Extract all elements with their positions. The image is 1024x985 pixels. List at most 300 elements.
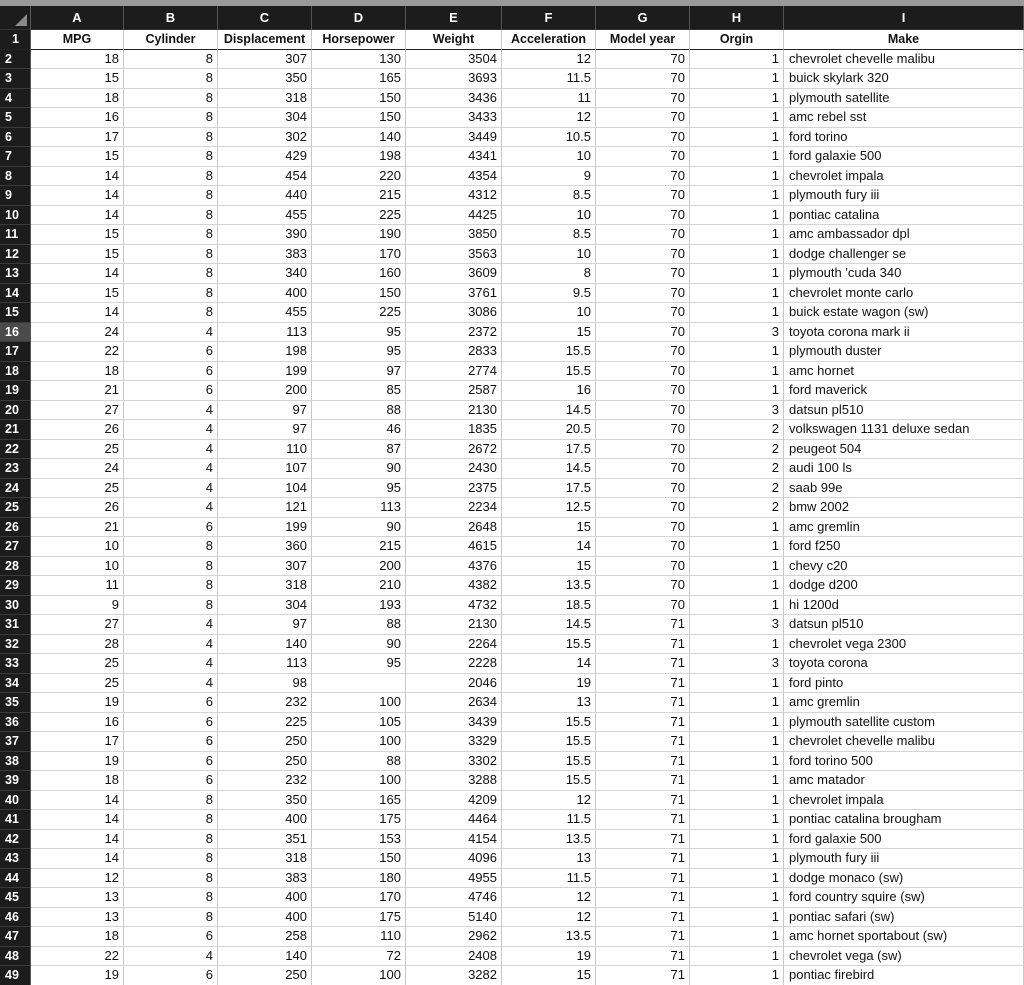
row-header[interactable]: 30 [0,596,31,616]
cell-weight[interactable]: 3449 [406,128,502,148]
cell-acceleration[interactable]: 10 [502,245,596,265]
cell-cylinder[interactable]: 8 [124,830,218,850]
cell-make[interactable]: audi 100 ls [784,459,1024,479]
row-header[interactable]: 28 [0,557,31,577]
row-header[interactable]: 29 [0,576,31,596]
cell-model-year[interactable]: 71 [596,849,690,869]
cell-horsepower[interactable]: 150 [312,89,406,109]
cell-make[interactable]: hi 1200d [784,596,1024,616]
cell-make[interactable]: chevrolet chevelle malibu [784,732,1024,752]
row-header[interactable]: 35 [0,693,31,713]
cell-model-year[interactable]: 70 [596,498,690,518]
cell-acceleration[interactable]: 11.5 [502,869,596,889]
header-cell-weight[interactable]: Weight [406,30,502,50]
cell-mpg[interactable]: 18 [31,89,124,109]
cell-model-year[interactable]: 70 [596,69,690,89]
cell-mpg[interactable]: 19 [31,693,124,713]
cell-acceleration[interactable]: 15.5 [502,732,596,752]
cell-horsepower[interactable]: 100 [312,732,406,752]
header-cell-model-year[interactable]: Model year [596,30,690,50]
cell-mpg[interactable]: 16 [31,713,124,733]
cell-model-year[interactable]: 70 [596,518,690,538]
cell-mpg[interactable]: 24 [31,323,124,343]
cell-acceleration[interactable]: 13.5 [502,576,596,596]
row-header[interactable]: 42 [0,830,31,850]
cell-origin[interactable]: 1 [690,869,784,889]
cell-cylinder[interactable]: 4 [124,479,218,499]
cell-weight[interactable]: 2130 [406,401,502,421]
cell-weight[interactable]: 2375 [406,479,502,499]
cell-make[interactable]: plymouth fury iii [784,849,1024,869]
cell-cylinder[interactable]: 4 [124,654,218,674]
cell-horsepower[interactable]: 210 [312,576,406,596]
cell-make[interactable]: chevrolet vega 2300 [784,635,1024,655]
cell-cylinder[interactable]: 6 [124,771,218,791]
cell-make[interactable]: dodge d200 [784,576,1024,596]
cell-make[interactable]: chevy c20 [784,557,1024,577]
row-header[interactable]: 43 [0,849,31,869]
cell-origin[interactable]: 1 [690,674,784,694]
cell-origin[interactable]: 1 [690,596,784,616]
header-cell-cylinder[interactable]: Cylinder [124,30,218,50]
cell-displacement[interactable]: 199 [218,362,312,382]
cell-acceleration[interactable]: 15.5 [502,362,596,382]
cell-horsepower[interactable]: 225 [312,206,406,226]
cell-cylinder[interactable]: 4 [124,615,218,635]
cell-mpg[interactable]: 27 [31,401,124,421]
cell-displacement[interactable]: 302 [218,128,312,148]
cell-make[interactable]: chevrolet chevelle malibu [784,50,1024,70]
cell-acceleration[interactable]: 9.5 [502,284,596,304]
cell-mpg[interactable]: 18 [31,50,124,70]
cell-mpg[interactable]: 19 [31,966,124,985]
cell-weight[interactable]: 4746 [406,888,502,908]
cell-model-year[interactable]: 70 [596,479,690,499]
cell-horsepower[interactable]: 215 [312,186,406,206]
header-cell-displacement[interactable]: Displacement [218,30,312,50]
header-cell-horsepower[interactable]: Horsepower [312,30,406,50]
row-header[interactable]: 34 [0,674,31,694]
cell-displacement[interactable]: 110 [218,440,312,460]
cell-model-year[interactable]: 70 [596,245,690,265]
cell-origin[interactable]: 1 [690,791,784,811]
cell-acceleration[interactable]: 14.5 [502,401,596,421]
cell-cylinder[interactable]: 6 [124,927,218,947]
row-header[interactable]: 22 [0,440,31,460]
row-header[interactable]: 19 [0,381,31,401]
cell-acceleration[interactable]: 12 [502,50,596,70]
column-header-f[interactable]: F [502,6,596,30]
cell-model-year[interactable]: 70 [596,147,690,167]
cell-displacement[interactable]: 440 [218,186,312,206]
cell-model-year[interactable]: 70 [596,323,690,343]
cell-displacement[interactable]: 250 [218,732,312,752]
cell-mpg[interactable]: 19 [31,752,124,772]
cell-weight[interactable]: 4209 [406,791,502,811]
cell-weight[interactable]: 4464 [406,810,502,830]
cell-origin[interactable]: 1 [690,518,784,538]
cell-make[interactable]: plymouth duster [784,342,1024,362]
cell-cylinder[interactable]: 8 [124,89,218,109]
cell-cylinder[interactable]: 6 [124,362,218,382]
cell-acceleration[interactable]: 12 [502,908,596,928]
cell-horsepower[interactable]: 180 [312,869,406,889]
cell-acceleration[interactable]: 17.5 [502,479,596,499]
cell-weight[interactable]: 2833 [406,342,502,362]
cell-origin[interactable]: 1 [690,752,784,772]
cell-displacement[interactable]: 113 [218,654,312,674]
cell-make[interactable]: datsun pl510 [784,401,1024,421]
cell-cylinder[interactable]: 6 [124,966,218,985]
row-header[interactable]: 26 [0,518,31,538]
cell-acceleration[interactable]: 13 [502,849,596,869]
cell-make[interactable]: toyota corona mark ii [784,323,1024,343]
cell-weight[interactable]: 2648 [406,518,502,538]
cell-acceleration[interactable]: 15.5 [502,342,596,362]
cell-cylinder[interactable]: 6 [124,342,218,362]
cell-displacement[interactable]: 304 [218,596,312,616]
cell-displacement[interactable]: 360 [218,537,312,557]
cell-origin[interactable]: 1 [690,69,784,89]
cell-acceleration[interactable]: 10 [502,147,596,167]
cell-mpg[interactable]: 15 [31,245,124,265]
cell-cylinder[interactable]: 8 [124,186,218,206]
cell-displacement[interactable]: 318 [218,576,312,596]
cell-model-year[interactable]: 70 [596,459,690,479]
cell-displacement[interactable]: 140 [218,635,312,655]
cell-cylinder[interactable]: 4 [124,498,218,518]
cell-weight[interactable]: 4154 [406,830,502,850]
cell-make[interactable]: dodge monaco (sw) [784,869,1024,889]
cell-origin[interactable]: 1 [690,89,784,109]
row-header[interactable]: 13 [0,264,31,284]
cell-acceleration[interactable]: 12 [502,108,596,128]
cell-horsepower[interactable]: 100 [312,771,406,791]
cell-acceleration[interactable]: 15.5 [502,771,596,791]
cell-make[interactable]: amc hornet sportabout (sw) [784,927,1024,947]
cell-make[interactable]: plymouth 'cuda 340 [784,264,1024,284]
cell-horsepower[interactable]: 90 [312,518,406,538]
cell-make[interactable]: amc gremlin [784,518,1024,538]
row-header[interactable]: 47 [0,927,31,947]
cell-horsepower[interactable]: 88 [312,615,406,635]
cell-displacement[interactable]: 455 [218,206,312,226]
cell-horsepower[interactable]: 110 [312,927,406,947]
cell-weight[interactable]: 2130 [406,615,502,635]
cell-model-year[interactable]: 71 [596,732,690,752]
cell-origin[interactable]: 1 [690,245,784,265]
row-header[interactable]: 36 [0,713,31,733]
column-header-g[interactable]: G [596,6,690,30]
column-header-h[interactable]: H [690,6,784,30]
cell-weight[interactable]: 2372 [406,323,502,343]
cell-horsepower[interactable]: 200 [312,557,406,577]
cell-cylinder[interactable]: 8 [124,206,218,226]
cell-acceleration[interactable]: 10 [502,206,596,226]
cell-horsepower[interactable]: 220 [312,167,406,187]
cell-acceleration[interactable]: 14.5 [502,459,596,479]
cell-horsepower[interactable]: 90 [312,459,406,479]
cell-horsepower[interactable]: 100 [312,966,406,985]
cell-acceleration[interactable]: 13 [502,693,596,713]
cell-horsepower[interactable]: 160 [312,264,406,284]
cell-horsepower[interactable]: 175 [312,908,406,928]
cell-cylinder[interactable]: 8 [124,576,218,596]
cell-model-year[interactable]: 70 [596,264,690,284]
cell-displacement[interactable]: 383 [218,245,312,265]
cell-horsepower[interactable]: 150 [312,284,406,304]
cell-cylinder[interactable]: 8 [124,108,218,128]
cell-make[interactable]: pontiac catalina [784,206,1024,226]
cell-make[interactable]: bmw 2002 [784,498,1024,518]
cell-displacement[interactable]: 198 [218,342,312,362]
cell-make[interactable]: pontiac safari (sw) [784,908,1024,928]
cell-acceleration[interactable]: 8.5 [502,225,596,245]
cell-weight[interactable]: 4955 [406,869,502,889]
cell-origin[interactable]: 1 [690,888,784,908]
cell-mpg[interactable]: 15 [31,225,124,245]
cell-horsepower[interactable]: 90 [312,635,406,655]
cell-displacement[interactable]: 307 [218,557,312,577]
cell-make[interactable]: plymouth satellite custom [784,713,1024,733]
cell-make[interactable]: amc rebel sst [784,108,1024,128]
cell-acceleration[interactable]: 15 [502,557,596,577]
cell-weight[interactable]: 3609 [406,264,502,284]
cell-weight[interactable]: 2672 [406,440,502,460]
cell-horsepower[interactable]: 88 [312,752,406,772]
cell-cylinder[interactable]: 4 [124,440,218,460]
cell-displacement[interactable]: 429 [218,147,312,167]
cell-displacement[interactable]: 390 [218,225,312,245]
row-header[interactable]: 32 [0,635,31,655]
cell-horsepower[interactable]: 150 [312,849,406,869]
row-header[interactable]: 3 [0,69,31,89]
cell-weight[interactable]: 2587 [406,381,502,401]
cell-horsepower[interactable]: 72 [312,947,406,967]
cell-make[interactable]: ford galaxie 500 [784,147,1024,167]
header-cell-mpg[interactable]: MPG [31,30,124,50]
cell-weight[interactable]: 2234 [406,498,502,518]
row-header[interactable]: 33 [0,654,31,674]
cell-weight[interactable]: 2046 [406,674,502,694]
row-header[interactable]: 37 [0,732,31,752]
cell-acceleration[interactable]: 14 [502,654,596,674]
cell-weight[interactable]: 3439 [406,713,502,733]
cell-make[interactable]: chevrolet impala [784,791,1024,811]
cell-origin[interactable]: 1 [690,537,784,557]
cell-model-year[interactable]: 71 [596,654,690,674]
cell-origin[interactable]: 1 [690,810,784,830]
row-header[interactable]: 15 [0,303,31,323]
cell-make[interactable]: saab 99e [784,479,1024,499]
cell-displacement[interactable]: 140 [218,947,312,967]
cell-weight[interactable]: 3288 [406,771,502,791]
cell-cylinder[interactable]: 6 [124,713,218,733]
cell-mpg[interactable]: 22 [31,342,124,362]
cell-mpg[interactable]: 21 [31,381,124,401]
cell-mpg[interactable]: 27 [31,615,124,635]
cell-cylinder[interactable]: 8 [124,303,218,323]
cell-acceleration[interactable]: 12 [502,791,596,811]
column-header-a[interactable]: A [31,6,124,30]
row-header[interactable]: 24 [0,479,31,499]
cell-make[interactable]: ford maverick [784,381,1024,401]
cell-horsepower[interactable]: 95 [312,323,406,343]
cell-displacement[interactable]: 113 [218,323,312,343]
cell-acceleration[interactable]: 16 [502,381,596,401]
cell-origin[interactable]: 1 [690,927,784,947]
cell-displacement[interactable]: 318 [218,849,312,869]
cell-displacement[interactable]: 200 [218,381,312,401]
row-header[interactable]: 5 [0,108,31,128]
cell-cylinder[interactable]: 6 [124,693,218,713]
cell-model-year[interactable]: 70 [596,440,690,460]
row-header[interactable]: 25 [0,498,31,518]
cell-mpg[interactable]: 15 [31,284,124,304]
cell-displacement[interactable]: 225 [218,713,312,733]
cell-horsepower[interactable]: 87 [312,440,406,460]
select-all-corner[interactable] [0,6,31,30]
cell-mpg[interactable]: 11 [31,576,124,596]
cell-acceleration[interactable]: 8 [502,264,596,284]
row-header[interactable]: 44 [0,869,31,889]
cell-displacement[interactable]: 304 [218,108,312,128]
cell-make[interactable]: amc ambassador dpl [784,225,1024,245]
cell-model-year[interactable]: 71 [596,674,690,694]
cell-cylinder[interactable]: 6 [124,518,218,538]
cell-mpg[interactable]: 18 [31,362,124,382]
cell-mpg[interactable]: 14 [31,186,124,206]
cell-displacement[interactable]: 400 [218,284,312,304]
row-header[interactable]: 1 [0,30,31,50]
cell-weight[interactable]: 2430 [406,459,502,479]
cell-model-year[interactable]: 71 [596,947,690,967]
cell-weight[interactable]: 3563 [406,245,502,265]
cell-make[interactable]: chevrolet vega (sw) [784,947,1024,967]
cell-origin[interactable]: 1 [690,206,784,226]
cell-mpg[interactable]: 17 [31,732,124,752]
cell-horsepower[interactable]: 153 [312,830,406,850]
cell-model-year[interactable]: 71 [596,791,690,811]
cell-acceleration[interactable]: 19 [502,947,596,967]
cell-cylinder[interactable]: 8 [124,810,218,830]
cell-displacement[interactable]: 351 [218,830,312,850]
cell-cylinder[interactable]: 8 [124,908,218,928]
cell-displacement[interactable]: 121 [218,498,312,518]
row-header[interactable]: 23 [0,459,31,479]
cell-mpg[interactable]: 22 [31,947,124,967]
cell-cylinder[interactable]: 8 [124,264,218,284]
cell-make[interactable]: ford pinto [784,674,1024,694]
cell-mpg[interactable]: 14 [31,810,124,830]
header-cell-acceleration[interactable]: Acceleration [502,30,596,50]
cell-cylinder[interactable]: 8 [124,557,218,577]
cell-model-year[interactable]: 70 [596,557,690,577]
cell-displacement[interactable]: 340 [218,264,312,284]
cell-weight[interactable]: 4615 [406,537,502,557]
cell-mpg[interactable]: 18 [31,771,124,791]
cell-horsepower[interactable]: 225 [312,303,406,323]
cell-origin[interactable]: 3 [690,615,784,635]
cell-acceleration[interactable]: 9 [502,167,596,187]
cell-make[interactable]: amc gremlin [784,693,1024,713]
cell-cylinder[interactable]: 4 [124,947,218,967]
cell-weight[interactable]: 3693 [406,69,502,89]
cell-mpg[interactable]: 10 [31,537,124,557]
cell-horsepower[interactable]: 165 [312,69,406,89]
cell-model-year[interactable]: 71 [596,927,690,947]
row-header[interactable]: 20 [0,401,31,421]
cell-make[interactable]: plymouth satellite [784,89,1024,109]
header-cell-make[interactable]: Make [784,30,1024,50]
cell-displacement[interactable]: 250 [218,966,312,985]
cell-mpg[interactable]: 26 [31,420,124,440]
cell-make[interactable]: ford galaxie 500 [784,830,1024,850]
cell-mpg[interactable]: 14 [31,830,124,850]
cell-origin[interactable]: 1 [690,362,784,382]
cell-acceleration[interactable]: 15.5 [502,752,596,772]
cell-model-year[interactable]: 70 [596,420,690,440]
cell-acceleration[interactable]: 17.5 [502,440,596,460]
cell-model-year[interactable]: 71 [596,615,690,635]
cell-cylinder[interactable]: 8 [124,849,218,869]
cell-origin[interactable]: 1 [690,713,784,733]
row-header[interactable]: 49 [0,966,31,985]
cell-cylinder[interactable]: 8 [124,596,218,616]
row-header[interactable]: 14 [0,284,31,304]
cell-cylinder[interactable]: 4 [124,323,218,343]
column-header-e[interactable]: E [406,6,502,30]
cell-weight[interactable]: 3329 [406,732,502,752]
cell-cylinder[interactable]: 8 [124,225,218,245]
cell-mpg[interactable]: 14 [31,303,124,323]
cell-origin[interactable]: 2 [690,479,784,499]
cell-origin[interactable]: 2 [690,420,784,440]
cell-cylinder[interactable]: 4 [124,420,218,440]
cell-weight[interactable]: 4096 [406,849,502,869]
cell-cylinder[interactable]: 8 [124,869,218,889]
cell-origin[interactable]: 1 [690,303,784,323]
row-header[interactable]: 6 [0,128,31,148]
cell-mpg[interactable]: 14 [31,791,124,811]
cell-displacement[interactable]: 350 [218,69,312,89]
cell-make[interactable]: dodge challenger se [784,245,1024,265]
cell-horsepower[interactable]: 85 [312,381,406,401]
cell-model-year[interactable]: 70 [596,537,690,557]
cell-displacement[interactable]: 98 [218,674,312,694]
row-header[interactable]: 7 [0,147,31,167]
row-header[interactable]: 48 [0,947,31,967]
cell-weight[interactable]: 3302 [406,752,502,772]
cell-displacement[interactable]: 318 [218,89,312,109]
cell-acceleration[interactable]: 13.5 [502,927,596,947]
cell-model-year[interactable]: 70 [596,89,690,109]
cell-cylinder[interactable]: 4 [124,401,218,421]
cell-mpg[interactable]: 18 [31,927,124,947]
cell-weight[interactable]: 2408 [406,947,502,967]
cell-horsepower[interactable]: 95 [312,654,406,674]
cell-model-year[interactable]: 71 [596,771,690,791]
cell-displacement[interactable]: 232 [218,771,312,791]
cell-origin[interactable]: 1 [690,947,784,967]
cell-cylinder[interactable]: 8 [124,50,218,70]
cell-mpg[interactable]: 14 [31,264,124,284]
cell-make[interactable]: volkswagen 1131 deluxe sedan [784,420,1024,440]
cell-weight[interactable]: 4376 [406,557,502,577]
cell-acceleration[interactable]: 12.5 [502,498,596,518]
cell-origin[interactable]: 1 [690,147,784,167]
cell-make[interactable]: amc hornet [784,362,1024,382]
